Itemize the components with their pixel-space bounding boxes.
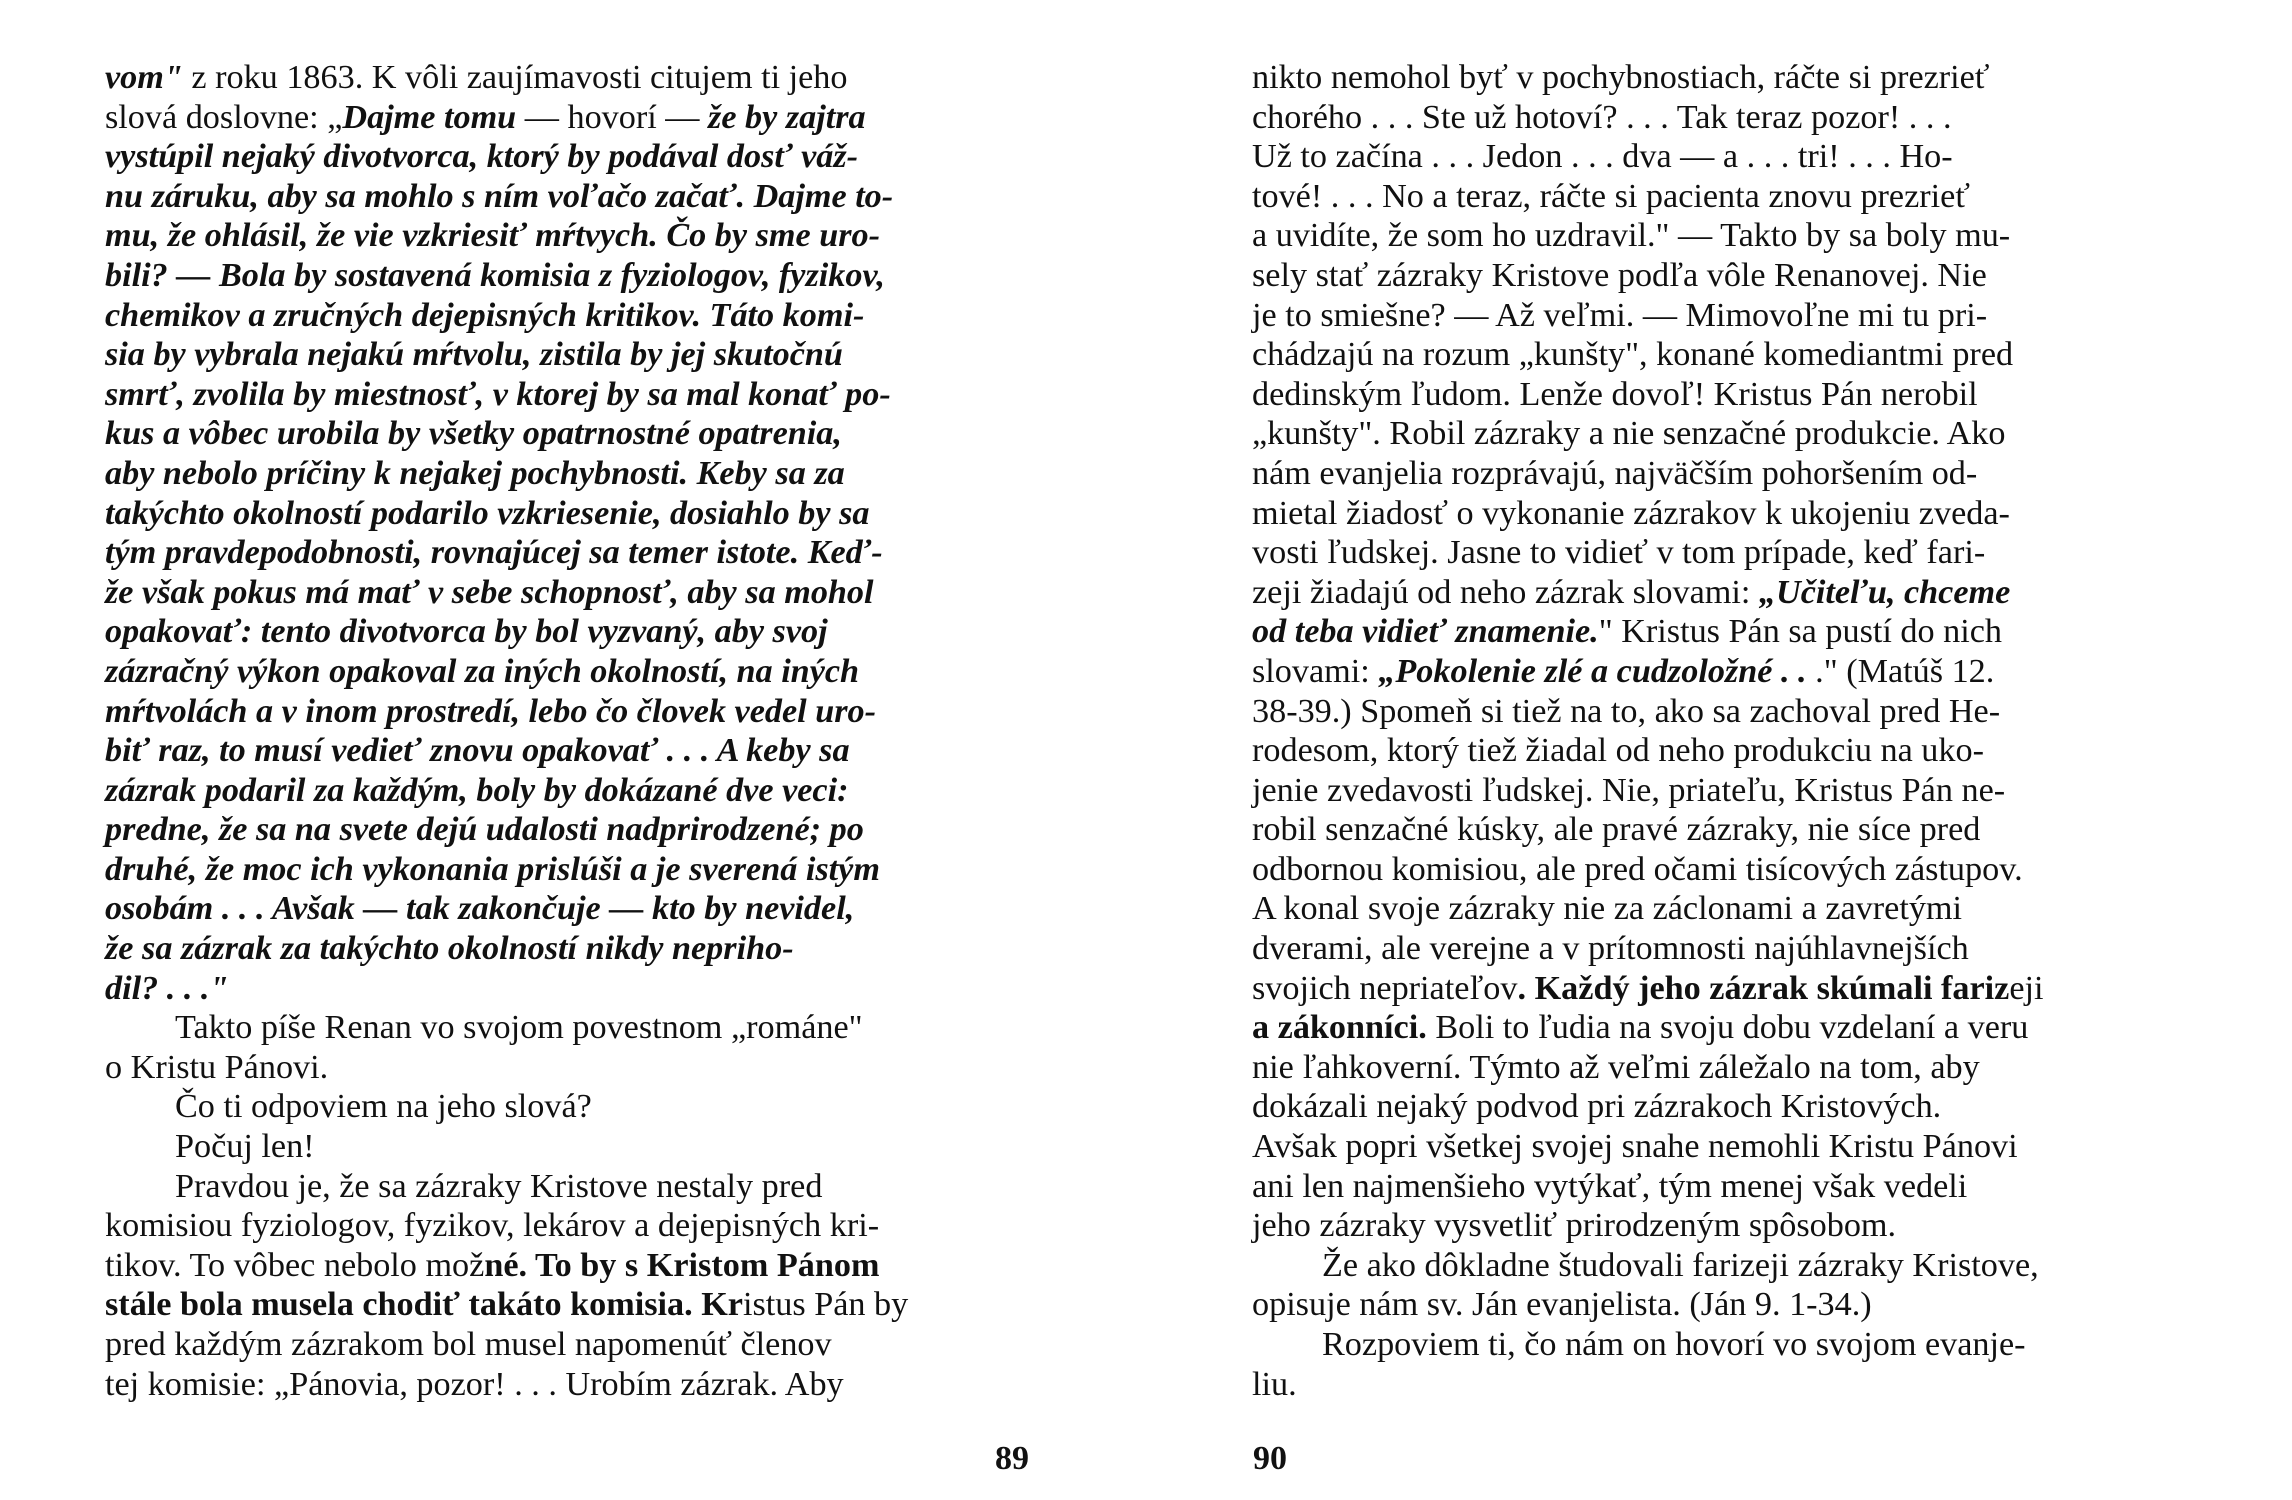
text-line: tikov. To vôbec nebolo možné. To by s Kristom Pánom xyxy=(105,1246,880,1284)
text-line: a zákonníci. Boli to ľudia na svoju dobu vzdelaní a veru xyxy=(1252,1009,2029,1047)
text-line: jenie zvedavosti ľudskej. Nie, priateľu, Kristus Pán ne- xyxy=(1252,771,2006,809)
text-line: predne, že sa na svete dejú udalosti nadprirodzené; po xyxy=(105,811,864,849)
page-number-left: 89 xyxy=(995,1440,1029,1477)
text-line: Počuj len! xyxy=(175,1128,315,1166)
text-line: pred každým zázrakom bol musel napomenúť členov xyxy=(105,1326,832,1363)
text-line: „kunšty". Robil zázraky a nie senzačné produkcie. Ako xyxy=(1252,415,2006,453)
text-line: opisuje nám sv. Ján evanjelista. (Ján 9. 1-34.) xyxy=(1252,1286,1872,1324)
text-line: smrť, zvolila by miestnosť, v ktorej by sa mal konať po- xyxy=(105,375,891,413)
text-line: sely stať zázraky Kristove podľa vôle Renanovej. Nie xyxy=(1252,256,1987,294)
text-line: vystúpil nejaký divotvorca, ktorý by podával dosť váž- xyxy=(105,138,859,176)
text-line: vosti ľudskej. Jasne to vidieť v tom prípade, keď fari- xyxy=(1252,534,1986,572)
text-line: takýchto okolností podarilo vzkriesenie, dosiahlo by sa xyxy=(105,494,870,532)
text-line: Už to začína . . . Jedon . . . dva — a . . . tri! . . . Ho- xyxy=(1252,138,1953,176)
text-line: nie ľahkoverní. Týmto až veľmi záležalo na tom, aby xyxy=(1252,1048,1980,1086)
text-line: Že ako dôkladne študovali farizeji zázraky Kristove, xyxy=(1322,1246,2039,1284)
text-line: a uvidíte, že som ho uzdravil." — Takto by sa boly mu- xyxy=(1252,217,2011,255)
text-line: zázrak podaril za každým, boly by dokázané dve veci: xyxy=(105,771,849,809)
text-line: aby nebolo príčiny k nejakej pochybnosti. Keby sa za xyxy=(105,454,845,492)
text-line: dokázali nejaký podvod pri zázrakoch Kristových. xyxy=(1252,1088,1942,1126)
text-line: mŕtvolách a v inom prostredí, lebo čo človek vedel uro- xyxy=(105,692,876,730)
text-line: Pravdou je, že sa zázraky Kristove nestaly pred xyxy=(175,1167,823,1205)
text-line: bili? — Bola by sostavená komisia z fyziologov, fyzikov, xyxy=(105,256,885,294)
text-line: opakovať: tento divotvorca by bol vyzvaný, aby svoj xyxy=(105,613,828,651)
text-line: druhé, že moc ich vykonania prislúši a je sverená istým xyxy=(105,850,880,888)
text-line: osobám . . . Avšak — tak zakončuje — kto by nevidel, xyxy=(105,890,855,928)
text-line: chemikov a zručných dejepisných kritikov. Táto komi- xyxy=(105,296,865,334)
text-line: tým pravdepodobnosti, rovnajúcej sa temer istote. Keď- xyxy=(105,534,883,572)
text-line: zeji žiadajú od neho zázrak slovami: „Učiteľu, chceme xyxy=(1252,573,2011,611)
text-line: nám evanjelia rozprávajú, najväčším pohoršením od- xyxy=(1252,454,1978,492)
text-line: A konal svoje zázraky nie za záclonami a zavretými xyxy=(1252,890,1963,928)
text-line: zázračný výkon opakoval za iných okolností, na iných xyxy=(105,652,860,690)
text-line: rodesom, ktorý tiež žiadal od neho produkciu na uko- xyxy=(1252,732,1984,770)
text-line: robil senzačné kúsky, ale pravé zázraky, nie síce pred xyxy=(1252,811,1981,849)
text-line: mietal žiadosť o vykonanie zázrakov k ukojeniu zveda- xyxy=(1252,494,2010,532)
text-line: vom" z roku 1863. K vôli zaujímavosti citujem ti jeho xyxy=(105,59,848,96)
text-line: Takto píše Renan vo svojom povestnom „románe" xyxy=(175,1009,863,1047)
text-line: nikto nemohol byť v pochybnostiach, ráčte si prezrieť xyxy=(1252,59,1990,96)
text-line: sia by vybrala nejakú mŕtvolu, zistila by jej skutočnú xyxy=(105,336,843,374)
text-line: komisiou fyziologov, fyzikov, lekárov a dejepisných kri- xyxy=(105,1207,880,1245)
text-line: liu. xyxy=(1252,1365,1297,1403)
left-page-text xyxy=(105,58,1045,1404)
text-line: stále bola musela chodiť takáto komisia. Kristus Pán by xyxy=(105,1286,909,1324)
right-page xyxy=(1146,0,2292,1500)
text-line: odbornou komisiou, ale pred očami tisícových zástupov. xyxy=(1252,850,2023,888)
text-line: o Kristu Pánovi. xyxy=(105,1048,329,1086)
text-line: dverami, ale verejne a v prítomnosti najúhlavnejších xyxy=(1252,930,1969,968)
text-line: Avšak popri všetkej svojej snahe nemohli Kristu Pánovi xyxy=(1252,1128,2018,1166)
text-line: biť raz, to musí vedieť znovu opakovať . . . A keby sa xyxy=(105,732,850,770)
text-line: kus a vôbec urobila by všetky opatrnostné opatrenia, xyxy=(105,415,842,453)
text-line: Rozpoviem ti, čo nám on hovorí vo svojom evanje- xyxy=(1322,1326,2026,1363)
text-line: že sa zázrak za takýchto okolností nikdy nepriho- xyxy=(105,930,794,968)
text-line: slová doslovne: „Dajme tomu — hovorí — že by zajtra xyxy=(105,98,866,136)
text-line: jeho zázraky vysvetliť prirodzeným spôsobom. xyxy=(1252,1207,1897,1245)
text-line: Čo ti odpoviem na jeho slová? xyxy=(175,1088,592,1126)
text-line: nu záruku, aby sa mohlo s ním voľačo začať. Dajme to- xyxy=(105,177,894,215)
page-number-right: 90 xyxy=(1253,1440,1287,1477)
right-page-text xyxy=(1252,58,2192,1404)
text-line: že však pokus má mať v sebe schopnosť, aby sa mohol xyxy=(105,573,874,611)
text-line: mu, že ohlásil, že vie vzkriesiť mŕtvych. Čo by sme uro- xyxy=(105,217,880,255)
text-line: chádzajú na rozum „kunšty", konané komediantmi pred xyxy=(1252,336,2014,374)
text-line: 38-39.) Spomeň si tiež na to, ako sa zachoval pred He- xyxy=(1252,692,2001,730)
text-line: tové! . . . No a teraz, ráčte si pacienta znovu prezrieť xyxy=(1252,177,1970,215)
text-line: dil? . . ." xyxy=(105,969,229,1007)
text-line: chorého . . . Ste už hotoví? . . . Tak teraz pozor! . . . xyxy=(1252,98,1952,136)
text-line: ani len najmenšieho vytýkať, tým menej však vedeli xyxy=(1252,1167,1968,1205)
text-line: svojich nepriateľov. Každý jeho zázrak skúmali farizeji xyxy=(1252,969,2044,1007)
text-line: tej komisie: „Pánovia, pozor! . . . Urobím zázrak. Aby xyxy=(105,1365,844,1403)
text-line: slovami: „Pokolenie zlé a cudzoložné . . ." (Matúš 12. xyxy=(1252,652,1995,690)
text-line: dedinským ľudom. Lenže dovoľ! Kristus Pán nerobil xyxy=(1252,375,1978,413)
text-line: od teba vidieť znamenie." Kristus Pán sa pustí do nich xyxy=(1252,613,2003,651)
text-line: je to smiešne? — Až veľmi. — Mimovoľne mi tu pri- xyxy=(1252,296,1988,334)
